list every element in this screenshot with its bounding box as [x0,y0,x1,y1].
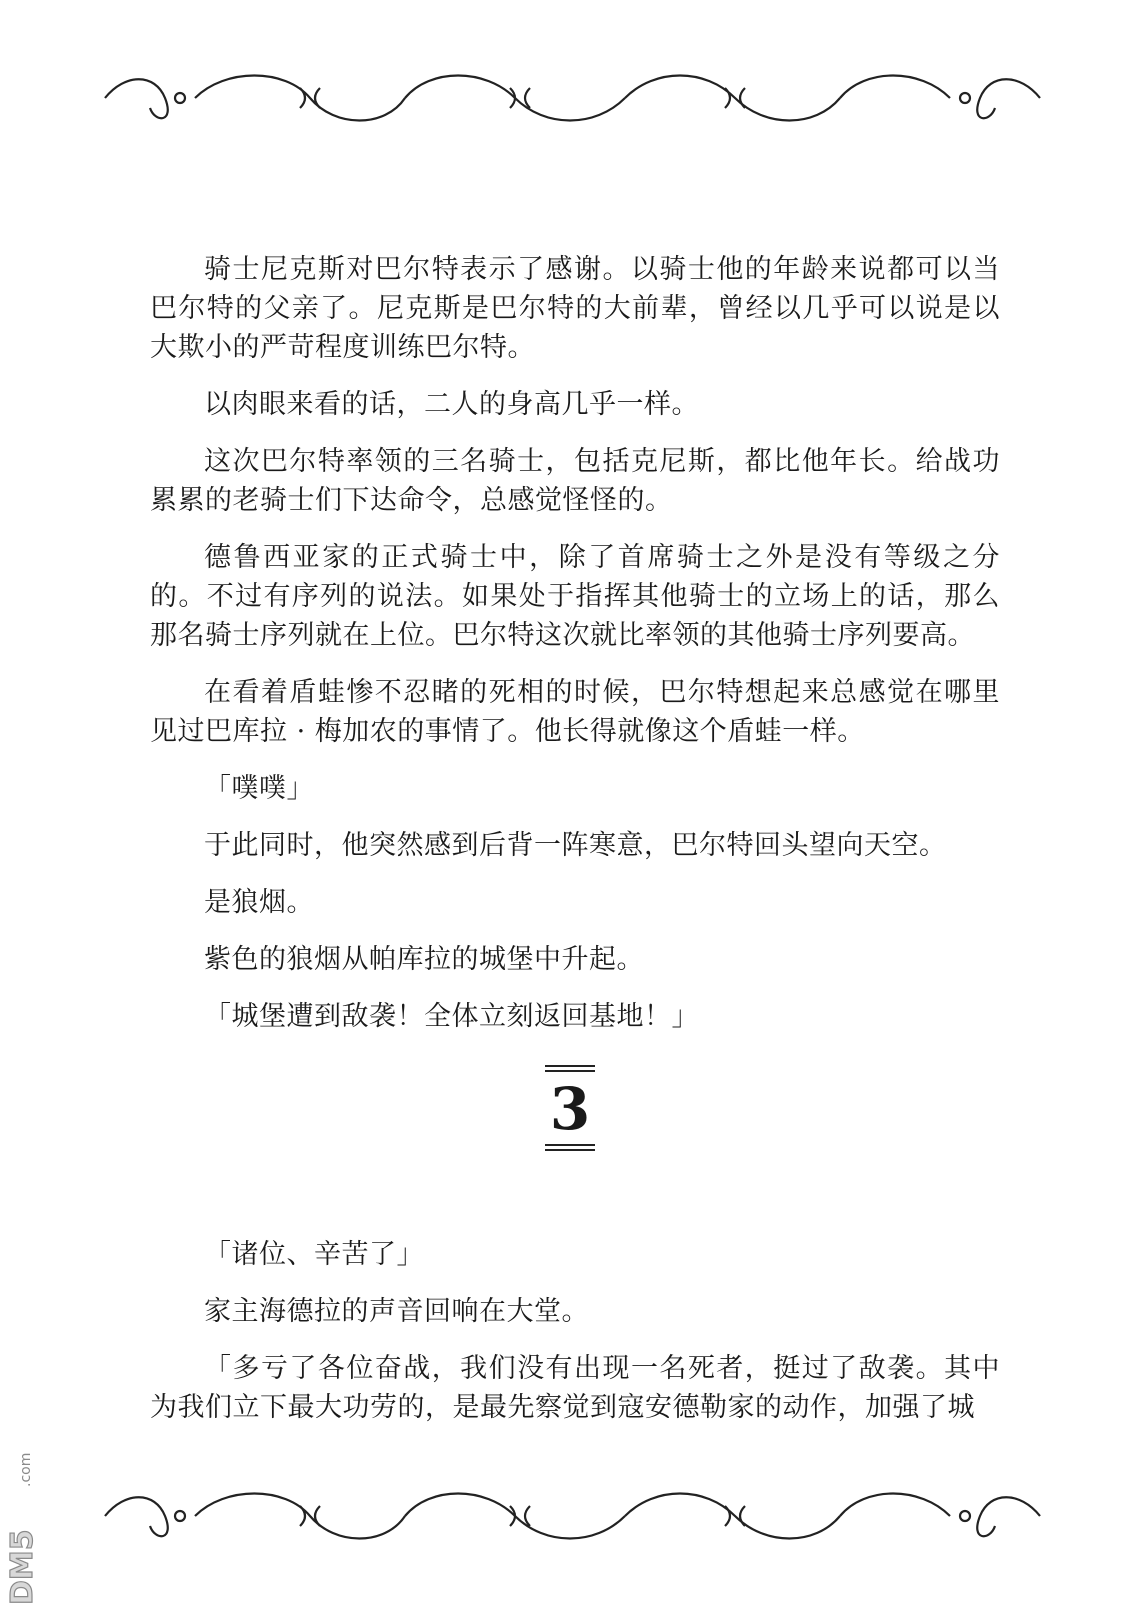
dmzj-logo-icon [2,1410,50,1610]
paragraph: 「噗噗」 [204,773,314,804]
chapter-heading [540,1065,600,1151]
paragraph: 「城堡遭到敌袭！全体立刻返回基地！」 [204,1001,699,1032]
paragraph: 紫色的狼烟从帕库拉的城堡中升起。 [204,944,644,975]
body-text-top [150,250,1000,1054]
paragraph: 在看着盾蛙惨不忍睹的死相的时候，巴尔特想起来总感觉在哪里见过巴库拉 · 梅加农的事情了。他长得就像这个盾蛙一样。 [150,677,1000,747]
svg-text:DM5: DM5 [5,1529,40,1605]
paragraph: 这次巴尔特率领的三名骑士，包括克尼斯，都比他年长。给战功累累的老骑士们下达命令，总感觉怪怪的。 [150,446,1000,516]
paragraph: 德鲁西亚家的正式骑士中，除了首席骑士之外是没有等级之分的。不过有序列的说法。如果处于指挥其他骑士的立场上的话，那么那名骑士序列就在上位。巴尔特这次就比率领的其他骑士序列要高。 [150,542,1000,651]
top-ornamental-border [85,68,1060,128]
paragraph: 骑士尼克斯对巴尔特表示了感谢。以骑士他的年龄来说都可以当巴尔特的父亲了。尼克斯是巴尔特的大前辈，曾经以几乎可以说是以大欺小的严苛程度训练巴尔特。 [150,254,1000,363]
paragraph: 以肉眼来看的话，二人的身高几乎一样。 [204,389,699,420]
paragraph: 「诸位、辛苦了」 [204,1239,424,1270]
paragraph: 家主海德拉的声音回响在大堂。 [204,1296,589,1327]
scroll-ornament-icon [85,68,1060,128]
bottom-ornamental-border [85,1486,1060,1546]
paragraph: 是狼烟。 [204,887,314,918]
chapter-number: 3 [549,1075,591,1143]
paragraph: 「多亏了各位奋战，我们没有出现一名死者，挺过了敌袭。其中为我们立下最大功劳的，是最先察觉到寇安德勒家的动作，加强了城 [150,1353,1000,1423]
scroll-ornament-icon [85,1486,1060,1546]
chapter-rule-top [545,1065,595,1072]
svg-text:.com: .com [18,1452,34,1487]
paragraph: 于此同时，他突然感到后背一阵寒意，巴尔特回头望向天空。 [204,830,947,861]
site-watermark [2,1410,50,1610]
chapter-rule-bottom [545,1144,595,1151]
body-text-bottom [150,1235,1000,1445]
